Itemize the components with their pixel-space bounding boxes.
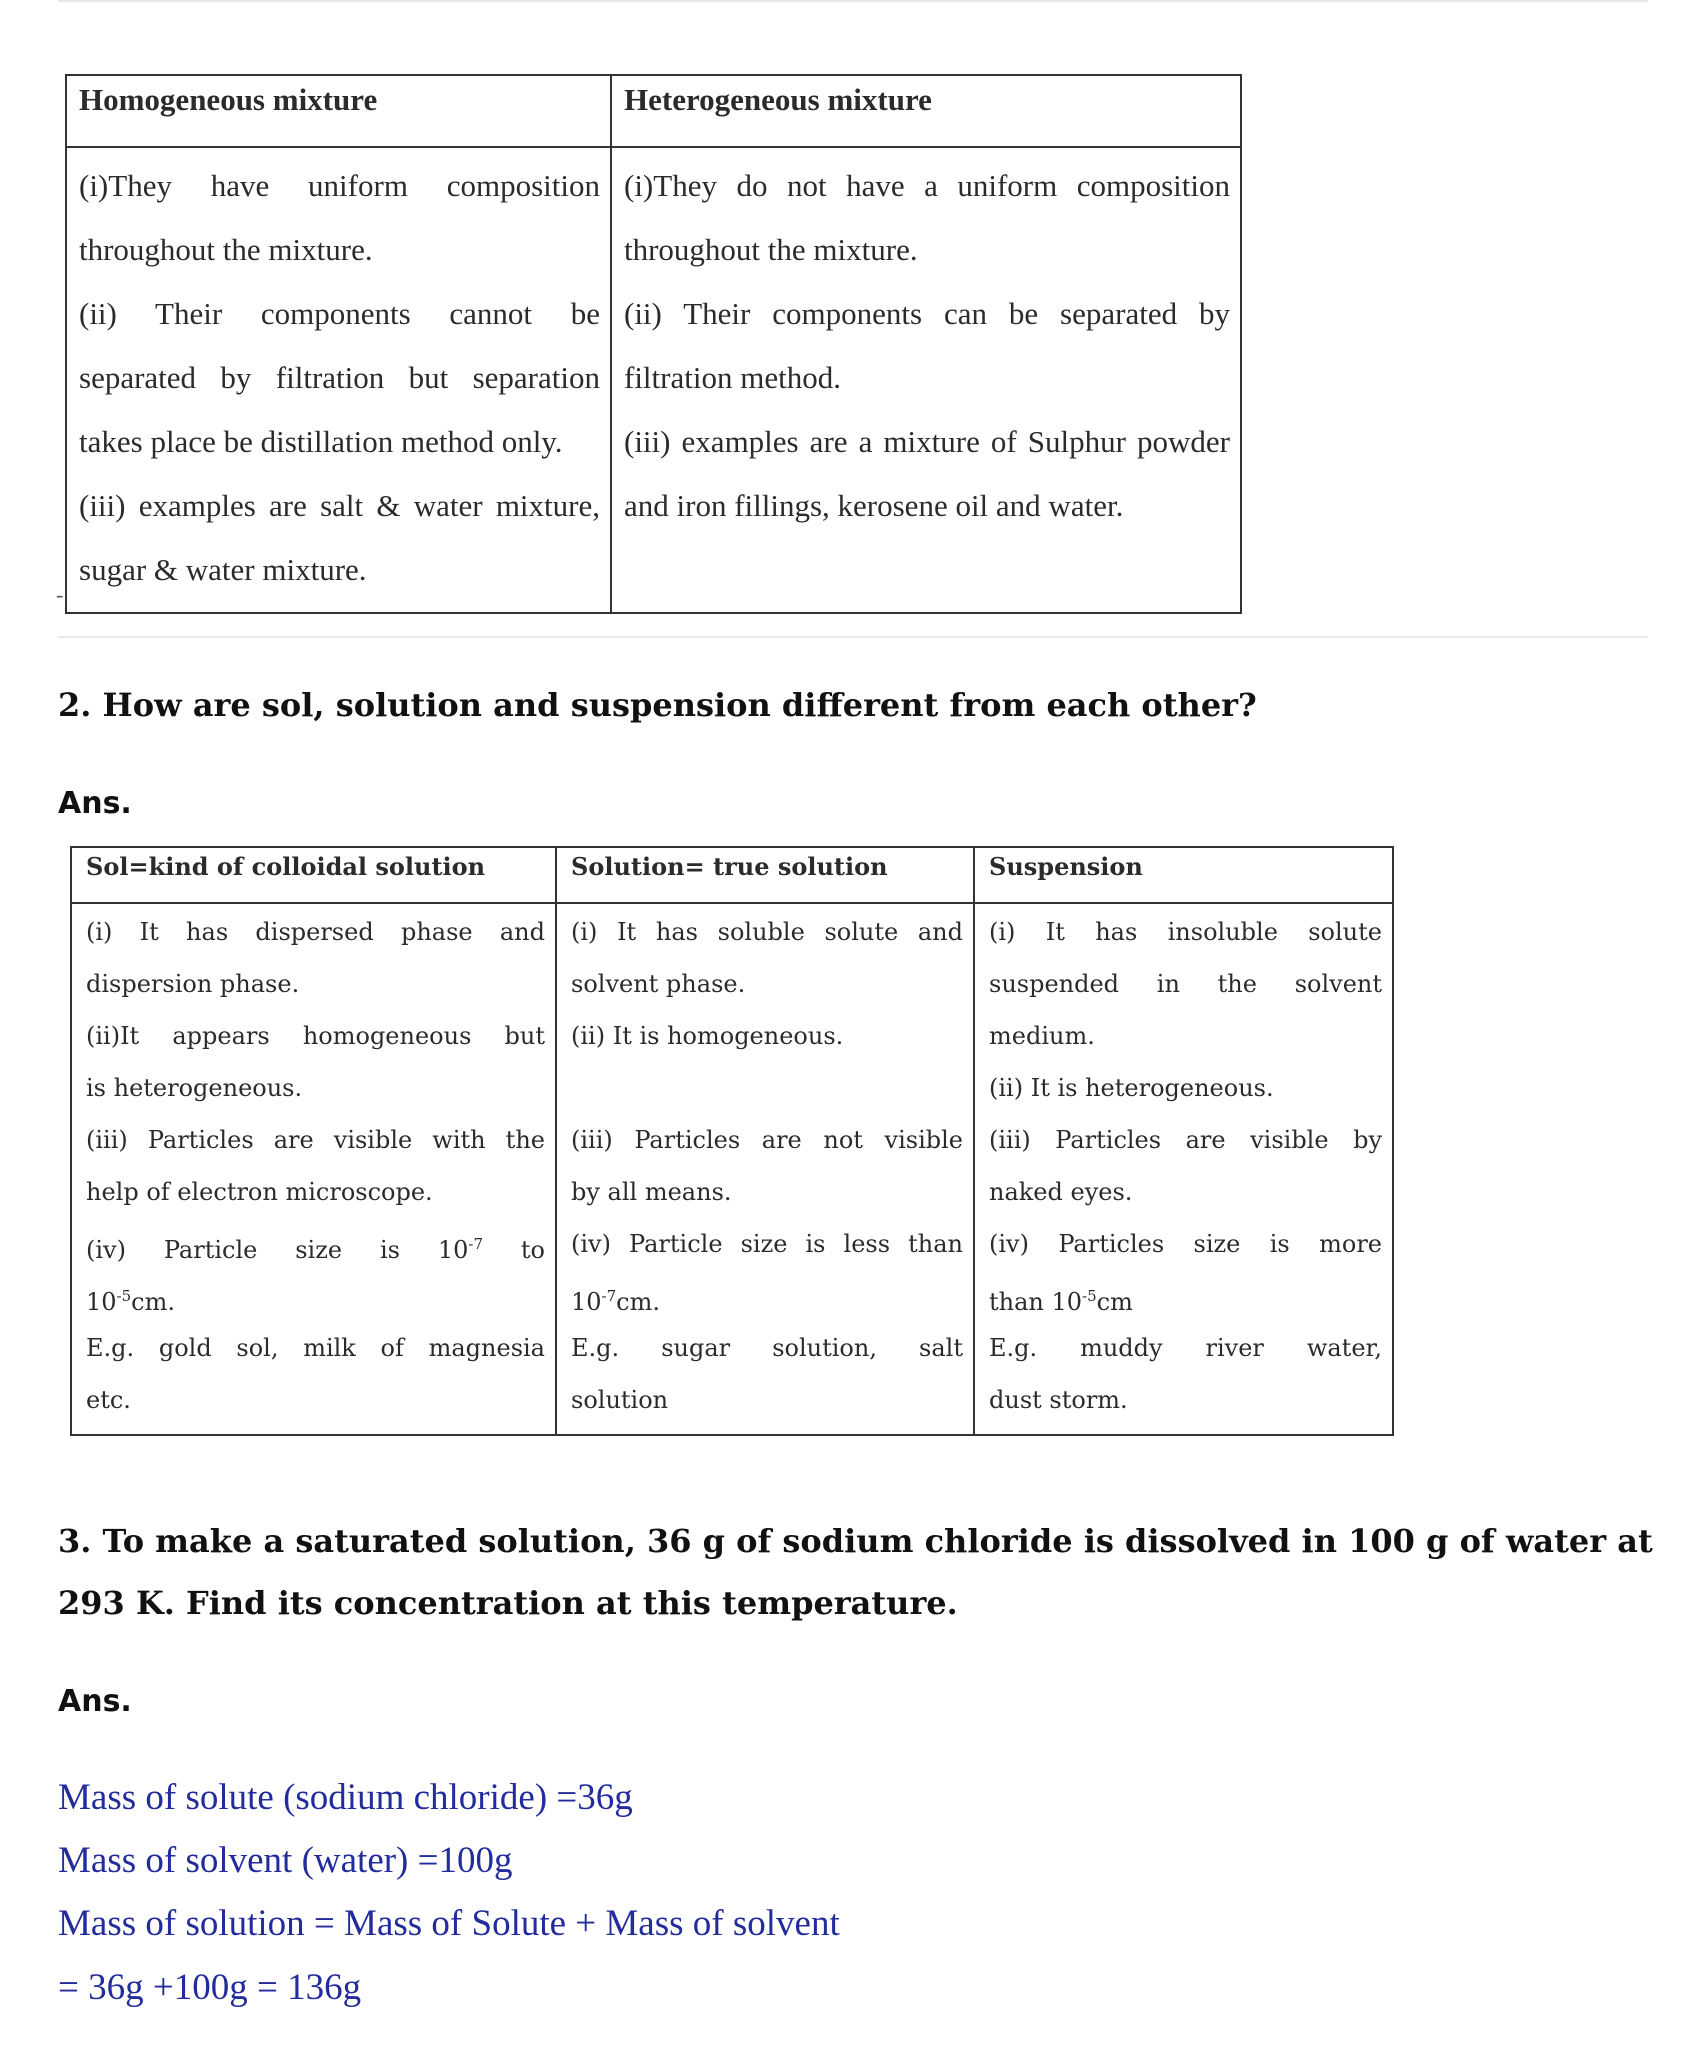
exponent: -5 xyxy=(116,1287,132,1305)
stray-mark: - xyxy=(56,582,64,607)
cell-line: E.g. sugar solution, salt xyxy=(571,1334,963,1362)
cell-line: solution xyxy=(571,1386,669,1414)
cell-line xyxy=(989,1270,1382,1322)
exponent: -7 xyxy=(601,1287,617,1305)
cell-line: (iii) examples are a mixture of Sulphur powder xyxy=(624,424,1230,459)
cell-line: separated by filtration but separation xyxy=(79,360,600,395)
cell-line xyxy=(571,1062,963,1114)
cell-line xyxy=(571,1270,963,1322)
cell-line: E.g. gold sol, milk of magnesia xyxy=(86,1334,545,1362)
line-text: 10 xyxy=(571,1288,602,1316)
top-divider xyxy=(58,0,1648,2)
table-row xyxy=(66,147,1241,613)
section-divider xyxy=(58,636,1648,638)
cell-line: dust storm. xyxy=(989,1386,1128,1414)
table-row xyxy=(71,903,1393,1435)
header-heterogeneous: Heterogeneous mixture xyxy=(611,75,1241,147)
cell-line: medium. xyxy=(989,1022,1095,1050)
cell-line: (ii) It is heterogeneous. xyxy=(989,1074,1274,1102)
cell-line: (ii) It is homogeneous. xyxy=(571,1022,844,1050)
cell-line: takes place be distillation method only. xyxy=(79,424,563,459)
solution-cell xyxy=(556,903,974,1435)
cell-line: E.g. muddy river water, xyxy=(989,1334,1382,1362)
calculation-line: = 36g +100g = 136g xyxy=(58,1967,362,2008)
homogeneous-cell xyxy=(66,147,611,613)
cell-line: (iv) Particles size is more xyxy=(989,1230,1382,1258)
sol-solution-suspension-table xyxy=(70,846,1394,1436)
cell-line: (i)They have uniform composition xyxy=(79,168,600,203)
question-3-line-1: 3. To make a saturated solution, 36 g of sodium chloride is dissolved in 100 g of water at xyxy=(58,1522,1653,1560)
cell-line: by all means. xyxy=(571,1178,732,1206)
cell-line: (iii) Particles are not visible xyxy=(571,1126,963,1154)
cell-line: (iii) examples are salt & water mixture, xyxy=(79,488,600,523)
table-header-row xyxy=(66,75,1241,147)
cell-line: (iii) Particles are visible by xyxy=(989,1126,1382,1154)
calculation-line: Mass of solution = Mass of Solute + Mass of solvent xyxy=(58,1903,840,1944)
cell-line: (iv) Particle size is less than xyxy=(571,1230,963,1258)
header-suspension: Suspension xyxy=(974,847,1393,903)
question-2: 2. How are sol, solution and suspension different from each other? xyxy=(58,686,1257,724)
cell-line: suspended in the solvent xyxy=(989,970,1382,998)
cell-line: throughout the mixture. xyxy=(79,232,373,267)
cell-line xyxy=(86,1270,545,1322)
cell-line: etc. xyxy=(86,1386,131,1414)
cell-line: and iron fillings, kerosene oil and water. xyxy=(624,488,1124,523)
cell-line: (i) It has insoluble solute xyxy=(989,918,1382,946)
header-solution: Solution= true solution xyxy=(556,847,974,903)
heterogeneous-cell xyxy=(611,147,1241,613)
line-text: cm. xyxy=(131,1288,175,1316)
cell-line: filtration method. xyxy=(624,360,841,395)
line-text: (iv) Particle size is 10 xyxy=(86,1236,469,1264)
table-header-row xyxy=(71,847,1393,903)
header-sol: Sol=kind of colloidal solution xyxy=(71,847,556,903)
cell-line: (i) It has dispersed phase and xyxy=(86,918,545,946)
sol-cell xyxy=(71,903,556,1435)
line-text: than 10 xyxy=(989,1288,1083,1316)
cell-line: (ii) Their components cannot be xyxy=(79,296,600,331)
cell-line: (ii)It appears homogeneous but xyxy=(86,1022,545,1050)
exponent: -7 xyxy=(468,1235,484,1253)
line-text: 10 xyxy=(86,1288,117,1316)
line-text: cm xyxy=(1096,1288,1133,1316)
cell-line xyxy=(86,1218,545,1270)
cell-line: sugar & water mixture. xyxy=(79,552,367,587)
cell-line: (i) It has soluble solute and xyxy=(571,918,963,946)
header-homogeneous: Homogeneous mixture xyxy=(66,75,611,147)
line-text: cm. xyxy=(616,1288,660,1316)
suspension-cell xyxy=(974,903,1393,1435)
calculation-line: Mass of solute (sodium chloride) =36g xyxy=(58,1777,633,1818)
cell-line: naked eyes. xyxy=(989,1178,1133,1206)
exponent: -5 xyxy=(1082,1287,1097,1305)
line-text: to xyxy=(483,1236,545,1264)
calculation-line: Mass of solvent (water) =100g xyxy=(58,1840,513,1881)
cell-line: (i)They do not have a uniform composition xyxy=(624,168,1230,203)
question-3-line-2: 293 K. Find its concentration at this temperature. xyxy=(58,1584,958,1622)
cell-line: (ii) Their components can be separated by xyxy=(624,296,1230,331)
cell-line: (iii) Particles are visible with the xyxy=(86,1126,545,1154)
answer-label: Ans. xyxy=(58,786,132,821)
answer-label: Ans. xyxy=(58,1684,132,1719)
cell-line: help of electron microscope. xyxy=(86,1178,433,1206)
cell-line: throughout the mixture. xyxy=(624,232,918,267)
cell-line: is heterogeneous. xyxy=(86,1074,303,1102)
cell-line: solvent phase. xyxy=(571,970,746,998)
mixture-comparison-table xyxy=(65,74,1242,614)
cell-line: dispersion phase. xyxy=(86,970,300,998)
